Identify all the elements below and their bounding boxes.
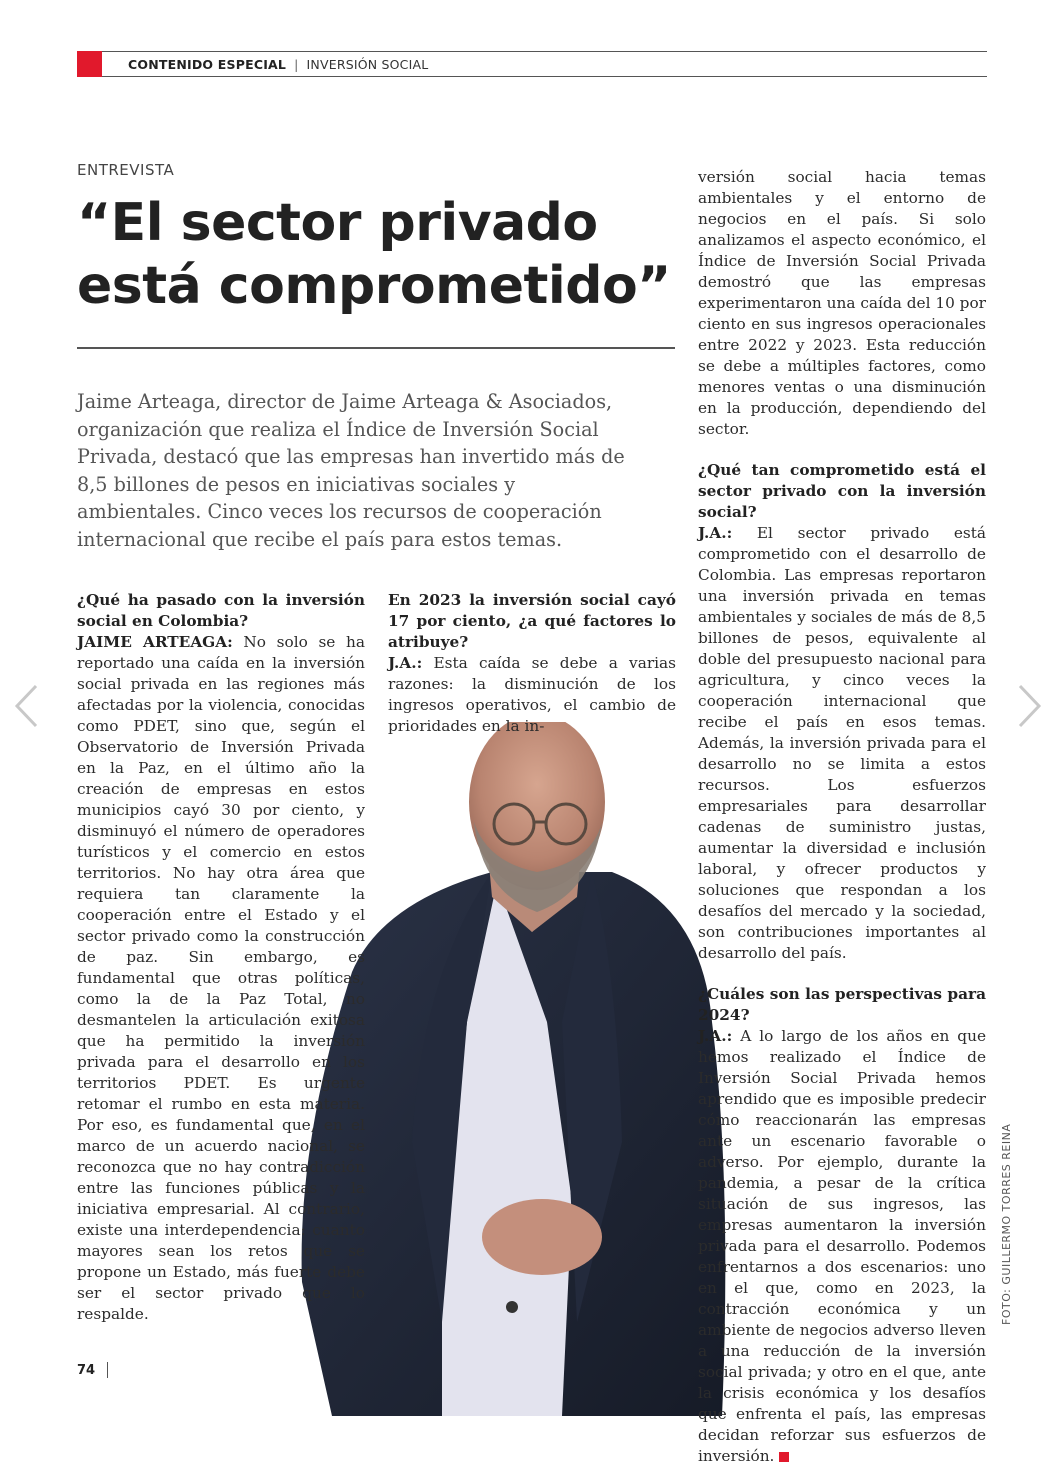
page-number: 74 bbox=[77, 1363, 96, 1378]
question-4: ¿Cuáles son las perspectivas para 2024? bbox=[698, 985, 986, 1024]
answer-4-speaker: J.A.: bbox=[698, 1027, 733, 1045]
section-separator: | bbox=[294, 57, 299, 72]
article-lead: Jaime Arteaga, director de Jaime Arteaga & Asociados, organización que realiza el Índice de Inversión Social Privada, destacó que las empresas han invertido más de 8,5 billones de pesos en iniciativas sociales y ambientales. Cinco veces los recursos de cooperación internacional que recibe el país para estos temas. bbox=[77, 390, 625, 551]
subsection-name: INVERSIÓN SOCIAL bbox=[306, 57, 429, 72]
header-rule-bottom bbox=[102, 76, 987, 77]
chevron-right-icon[interactable] bbox=[1014, 683, 1041, 729]
question-2: En 2023 la inversión social cayó 17 por ciento, ¿a qué factores lo atribuye? bbox=[388, 591, 676, 651]
answer-1-text: No solo se ha reportado una caída en la inversión social privada en las regiones más afectadas por la violencia, conocidas como PDET, sino que, según el Observatorio de Inversión Privada en la Paz, en el último año la creación de empresas en estos municipios cayó 30 por ciento, y disminuyó el número de operadores turísticos y el comercio en estos territorios. No hay otra área que requiera tan claramente la cooperación entre el Estado y el sector privado como la construcción de paz. Sin embargo, es fundamental que otras políticas, como la de la Paz Total, no desmantelen la articulación exitosa que ha permitido la inversión privada para el desarrollo en los territorios PDET. Es urgente retomar el rumbo en esta materia. Por eso, es fundamental que, en el marco de un acuerdo nacional, se reconozca que no hay contradicción entre las funciones públicas y la iniciativa empresarial. Al contrario, existe una interdependencia: cuanto mayores sean los retos que se propone un Estado, más fuerte debe ser el sector privado que lo respalde. bbox=[77, 633, 365, 1323]
page-number-divider bbox=[107, 1362, 108, 1378]
article-kicker: ENTREVISTA bbox=[77, 161, 175, 179]
answer-1-speaker: JAIME ARTEAGA: bbox=[77, 633, 233, 651]
answer-1 bbox=[77, 632, 365, 1325]
headline-line-1: “El sector privado bbox=[77, 193, 598, 253]
article-headline bbox=[77, 192, 677, 318]
chevron-left-icon[interactable] bbox=[12, 683, 42, 729]
section-name: CONTENIDO ESPECIAL bbox=[128, 57, 287, 72]
header-rule-top bbox=[102, 51, 987, 52]
answer-3 bbox=[698, 523, 986, 964]
section-header bbox=[128, 57, 428, 72]
answer-2-continued: versión social hacia temas ambientales y el entorno de negocios en el país. Si solo analizamos el aspecto económico, el Índice de Inversión Social Privada demostró que las empresas experimentaron una caída del 10 por ciento en sus ingresos operacionales entre 2022 y 2023. Esta reducción se debe a múltiples factores, como menores ventas o una disminución en la producción, dependiendo del sector. bbox=[698, 168, 986, 438]
title-divider bbox=[77, 347, 675, 349]
answer-2 bbox=[388, 653, 676, 737]
photo-credit: FOTO: GUILLERMO TORRES REINA bbox=[1000, 1123, 1013, 1325]
headline-line-2: está comprometido” bbox=[77, 256, 671, 316]
answer-2-speaker: J.A.: bbox=[388, 654, 423, 672]
red-square-icon bbox=[779, 1452, 789, 1462]
question-1: ¿Qué ha pasado con la inversión social en Colombia? bbox=[77, 591, 365, 630]
clasped-hands bbox=[482, 1199, 602, 1275]
answer-3-text: El sector privado está comprometido con el desarrollo de Colombia. Las empresas reportaron una inversión privada en temas ambientales y sociales de más de 8,5 billones de pesos, equivalente al doble del presupuesto nacional para agricultura, y cinco veces la cooperación internacional que recibe el país en esos temas. Además, la inversión privada para el desarrollo no se limita a estos recursos. Los esfuerzos empresariales para desarrollar cadenas de suministro justas, aumentar la diversidad e inclusión laboral, y ofrecer productos y soluciones que respondan a los desafíos del mercado y la sociedad, son contribuciones importantes al desarrollo del país. bbox=[698, 524, 986, 962]
question-3: ¿Qué tan comprometido está el sector privado con la inversión social? bbox=[698, 461, 986, 521]
article-column-2 bbox=[388, 590, 676, 737]
answer-2-text: Esta caída se debe a varias razones: la disminución de los ingresos operativos, el cambio de prioridades en la in- bbox=[388, 654, 676, 735]
answer-4-text: A lo largo de los años en que hemos realizado el Índice de Inversión Social Privada hemos aprendido que es imposible predecir cómo reaccionarán las empresas ante un escenario favorable o adverso. Por ejemplo, durante la pandemia, a pesar de la crítica situación de sus ingresos, las empresas aumentaron la inversión privada para el desarrollo. Podemos enfrentarnos a dos escenarios: uno en el que, como en 2023, la contracción económica y un ambiente de negocios adverso lleven a una reducción de la inversión social privada; y otro en el que, ante la crisis económica y los desafíos que enfrenta el país, las empresas decidan reforzar sus esfuerzos de inversión. bbox=[698, 1027, 986, 1465]
answer-4 bbox=[698, 1026, 986, 1467]
article-column-3 bbox=[698, 167, 986, 1467]
article-column-1 bbox=[77, 590, 365, 1325]
answer-3-speaker: J.A.: bbox=[698, 524, 733, 542]
section-color-block bbox=[77, 51, 102, 77]
